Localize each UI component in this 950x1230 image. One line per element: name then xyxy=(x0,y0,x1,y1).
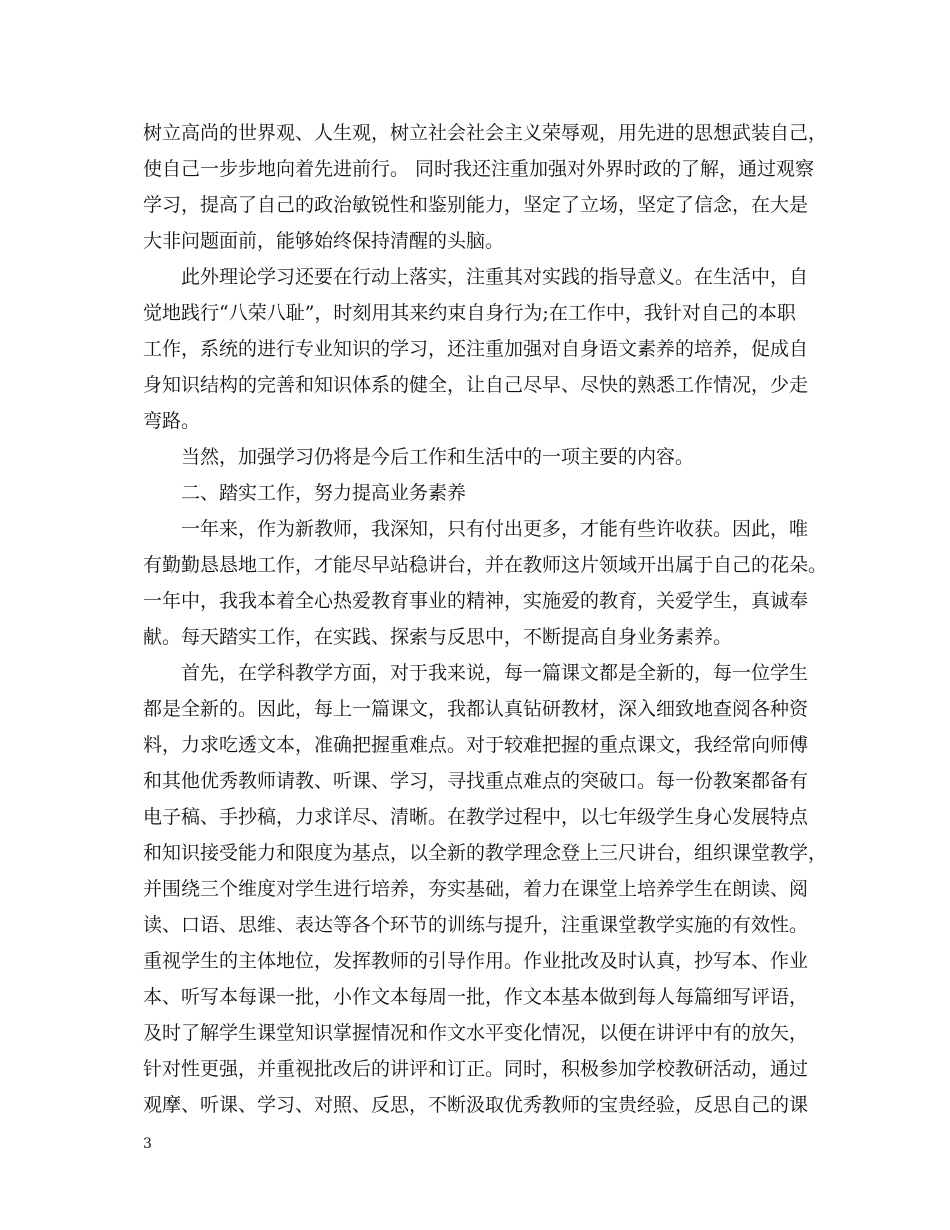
text-line: 读、口语、思维、表达等各个环节的训练与提升，注重课堂教学实施的有效性。 xyxy=(143,914,809,936)
text-line: 都是全新的。因此，每上一篇课文，我都认真钻研教材，深入细致地查阅各种资 xyxy=(143,698,809,720)
document-body xyxy=(143,115,833,1123)
text-line: 和知识接受能力和限度为基点，以全新的教学理念登上三尺讲台，组织课堂教学， xyxy=(143,842,828,864)
text-line: 并围绕三个维度对学生进行培养，夯实基础，着力在课堂上培养学生在朗读、阅 xyxy=(143,878,809,900)
page-number: 3 xyxy=(143,1136,152,1152)
text-line: 有勤勤恳恳地工作，才能尽早站稳讲台，并在教师这片领域开出属于自己的花朵。 xyxy=(143,554,828,576)
text-line: 二、踏实工作，努力提高业务素养 xyxy=(181,482,467,504)
text-line: 料，力求吃透文本，准确把握重难点。对于较难把握的重点课文，我经常向师傅 xyxy=(143,734,809,756)
text-line: 本、听写本每课一批，小作文本每周一批，作文本基本做到每人每篇细写评语， xyxy=(143,986,809,1008)
text-line: 弯路。 xyxy=(143,410,201,432)
text-line: 观摩、听课、学习、对照、反思，不断汲取优秀教师的宝贵经验，反思自己的课 xyxy=(143,1094,809,1116)
text-line: 及时了解学生课堂知识掌握情况和作文水平变化情况，以便在讲评中有的放矢， xyxy=(143,1022,809,1044)
text-line: 首先，在学科教学方面，对于我来说，每一篇课文都是全新的，每一位学生 xyxy=(181,662,809,684)
text-line: 大非问题面前，能够始终保持清醒的头脑。 xyxy=(143,230,505,252)
text-line: 针对性更强，并重视批改后的讲评和订正。同时，积极参加学校教研活动，通过 xyxy=(143,1058,809,1080)
text-line: 一年来，作为新教师，我深知，只有付出更多，才能有些许收获。因此，唯 xyxy=(181,518,809,540)
text-line: 树立高尚的世界观、人生观，树立社会社会主义荣辱观，用先进的思想武装自己， xyxy=(143,122,828,144)
text-line: 觉地践行“八荣八耻”，时刻用其来约束自身行为;在工作中，我针对自己的本职 xyxy=(143,302,796,324)
text-line: 电子稿、手抄稿，力求详尽、清晰。在教学过程中，以七年级学生身心发展特点 xyxy=(143,806,809,828)
text-line: 此外理论学习还要在行动上落实，注重其对实践的指导意义。在生活中，自 xyxy=(181,266,809,288)
text-line: 工作，系统的进行专业知识的学习，还注重加强对自身语文素养的培养，促成自 xyxy=(143,338,809,360)
text-line: 当然，加强学习仍将是今后工作和生活中的一项主要的内容。 xyxy=(181,446,695,468)
text-line: 和其他优秀教师请教、听课、学习，寻找重点难点的突破口。每一份教案都备有 xyxy=(143,770,809,792)
text-line: 学习，提高了自己的政治敏锐性和鉴别能力，坚定了立场，坚定了信念，在大是 xyxy=(143,194,809,216)
text-line: 使自己一步步地向着先进前行。 同时我还注重加强对外界时政的了解，通过观察 xyxy=(143,158,815,180)
text-line: 重视学生的主体地位，发挥教师的引导作用。作业批改及时认真，抄写本、作业 xyxy=(143,950,809,972)
text-line: 身知识结构的完善和知识体系的健全，让自己尽早、尽快的熟悉工作情况，少走 xyxy=(143,374,809,396)
text-line: 一年中，我我本着全心热爱教育事业的精神，实施爱的教育，关爱学生，真诚奉 xyxy=(143,590,809,612)
text-line: 献。每天踏实工作，在实践、探索与反思中，不断提高自身业务素养。 xyxy=(143,626,733,648)
